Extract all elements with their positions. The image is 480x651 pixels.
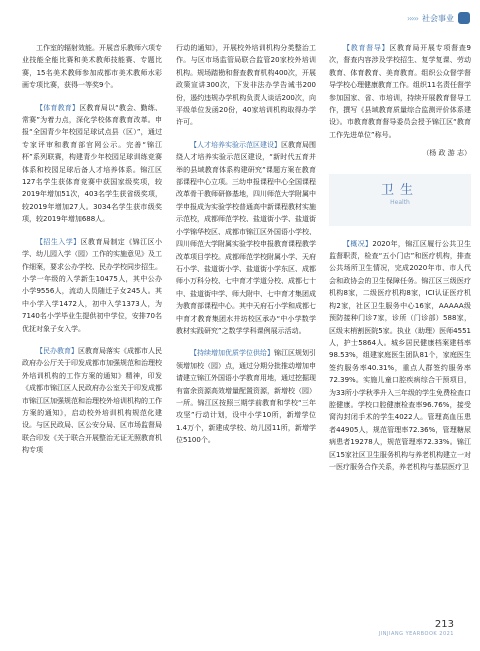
column-middle	[176, 42, 316, 447]
page-number: 213	[434, 619, 454, 630]
author-signature: （杨 政 游 志）	[422, 149, 471, 158]
paragraph-private-education: 【民办教育】区教育局落实《成都市人民政府办公厅关于印发成都市加强规范和治理校外培训机构的工作方案的通知》精神，印发《成都市锦江区人民政府办公室关于印发成都市锦江区加强规范和治理校外培训机构的工作方案的通知》，启动校外培训机构规范化建设。与区民政局、区公安分局、区市场监督局联合印发《关于联合开展整治无证无照教育机构专项	[22, 346, 162, 455]
section-heading: 【民办教育】	[36, 346, 78, 355]
column-right	[329, 42, 471, 473]
yearbook-name: JINJIANG YEARBOOK 2021	[378, 631, 454, 637]
paragraph-sports-education: 【体育教育】区教育局以“教会、勤练、常赛”为着力点，深化学校体育教育改革。申报“全国青少年校园足球试点县（区）”，通过专家评审和教育部官网公示。完善“锦江杯”系列联赛，构建青少年校园足球训练竞赛体系和校园足球后备人才培养体系。锦江区127名学生获体育竞赛中获国家级奖项，较2019年增加51次，403名学生获省级奖项，较2019年增加27人。3034名学生获市级奖项，较2019年增加688人。	[22, 103, 162, 224]
paragraph-enrollment: 【招生入学】区教育局制定《锦江区小学、幼儿园入学（园）工作的实施意见》及工作细案，要求公办学校、民办学校同步招生。小学一年级的入学新生10475人，其中公办小学9556人，流动人员随迁子女245人。其中小学入学1472人，初中入学1373人，为7140名小学毕业生提供初中学位，安排70名优抚对象子女入学。	[22, 237, 162, 333]
section-heading: 【概况】	[343, 239, 373, 248]
column-left	[22, 42, 162, 457]
section-badge-icon	[458, 12, 470, 24]
header-dots: ›››››	[407, 13, 418, 23]
paragraph-talent-pilot: 【人才培养实验示范区建设】区教育局围绕人才培养实验示范区建设，“新时代五育并举的县域教育体系构建研究”课题方案在教育部课程中心立项。三幼申报课程中心全国课程改革骨干教师研修基地，四川师范大学附属中学申报成为实验学校普通高中新课程教材实施示范校，成都师范学校、盐道街小学、盐道街小学锦华校区、成都市锦江区外国语小学校、四川师范大学附属实验学校申报教育课程教学改革项目学校。成都师范学校附属小学、天府石小学、盐道街小学、盐道街小学东区、成都师小万科分校、七中育才学道分校、成都七十中、盐道街中学、师大附中、七中育才集团成为教育部课程中心。其中天府石小学和成都七中育才教育集团水井坊校区承办“中小学数学教材实践研究”之数学学科课例展示活动。	[176, 140, 316, 335]
paragraph-school-places: 【持续增加优质学位供给】锦江区规划引领增加校（园）点，通过分期分批推动增加申请建立锦江外国语小学教育用地，通过挖掘现有富余资源高效增量配置资源，新增校（园）一所。锦江区按照三期学前教育和学校“三年攻坚”行动计划，设中小学10所，新增学位1.4万个，新建成学校、幼儿园11所，新增学位5100个。	[176, 349, 316, 445]
paragraph: 工作室的辐射效能。开展音乐教师六项专业技能全能比赛和美术教师技能赛、专题比赛，15名美术教师参加成都市美术教师水彩画专项比赛，获得一等奖9个。	[22, 44, 162, 90]
page-footer	[379, 619, 454, 637]
paragraph-health-overview: 【概况】2020年，锦江区履行公共卫生监督职责，检查“五小门店”和医疗机构，排查公共场所卫生情况，完成2020年市、市人代会和政协会的卫生保障任务。锦江区三级医疗机构8家，二级医疗机构8家，ICI认证医疗机构2家，社区卫生服务中心16家，AAAAA级预防接种门诊7家，诊所（门诊部）588家，区级末梢割医院5家。执业（助理）医师4551人，护士5864人。城乡居民健康档案建档率98.53%，组建家庭医生团队81个，家庭医生签约服务率40.31%，重点人群签约服务率72.39%。实施儿童口腔疾病综合干预项目，为33所小学秋季升入三年级的学生免费检查口腔健康。学校口腔健康检查率96.76%，接受窝沟封闭手术的学生4022人。管理高血压患者44905人，规范管理率72.36%，管理糖尿病患者19278人，规范管理率72.33%。锦江区15家社区卫生服务机构与养老机构建立一对一医疗服务合作关系，养老机构与基层医疗卫	[329, 239, 471, 471]
section-heading: 【教育督导】	[343, 44, 390, 52]
paragraph-education-supervision: 【教育督导】区教育局开展专项督查9次，督查内容涉及学校招生、复学复课、劳动教育、体育教育、美育教育。组织公众督学督导学校心理健康教育工作。组织11名责任督学参加国家、省、市培训，持续开展教育督导工作，撰写《县域教育质量综合监测评价体系建设》。市教育教育督导委员会授予锦江区“教育工作先进单位”称号。	[329, 44, 471, 139]
section-title: 社会事业	[422, 13, 454, 23]
paragraph: 行动的通知》，开展校外培训机构分类整治工作。与区市场监管局联合监管20家校外培训机构。规场踏勘和督查教育机构400次，开展政策宣讲300次，下发非法办学告诫书200份，遏约违规办学机构负责人谈话200次，向平级单位发函20份，40家培训机构取得办学许可。	[176, 44, 316, 127]
page-header	[407, 10, 470, 26]
section-heading: 【持续增加优质学位供给】	[190, 349, 274, 358]
section-heading: 【招生入学】	[36, 237, 81, 246]
section-heading: 【人才培养实验示范区建设】	[190, 140, 281, 149]
health-section-banner	[329, 174, 471, 226]
health-title: 卫生	[380, 182, 419, 198]
section-heading: 【体育教育】	[36, 103, 80, 112]
health-subtitle: Health	[390, 198, 410, 206]
